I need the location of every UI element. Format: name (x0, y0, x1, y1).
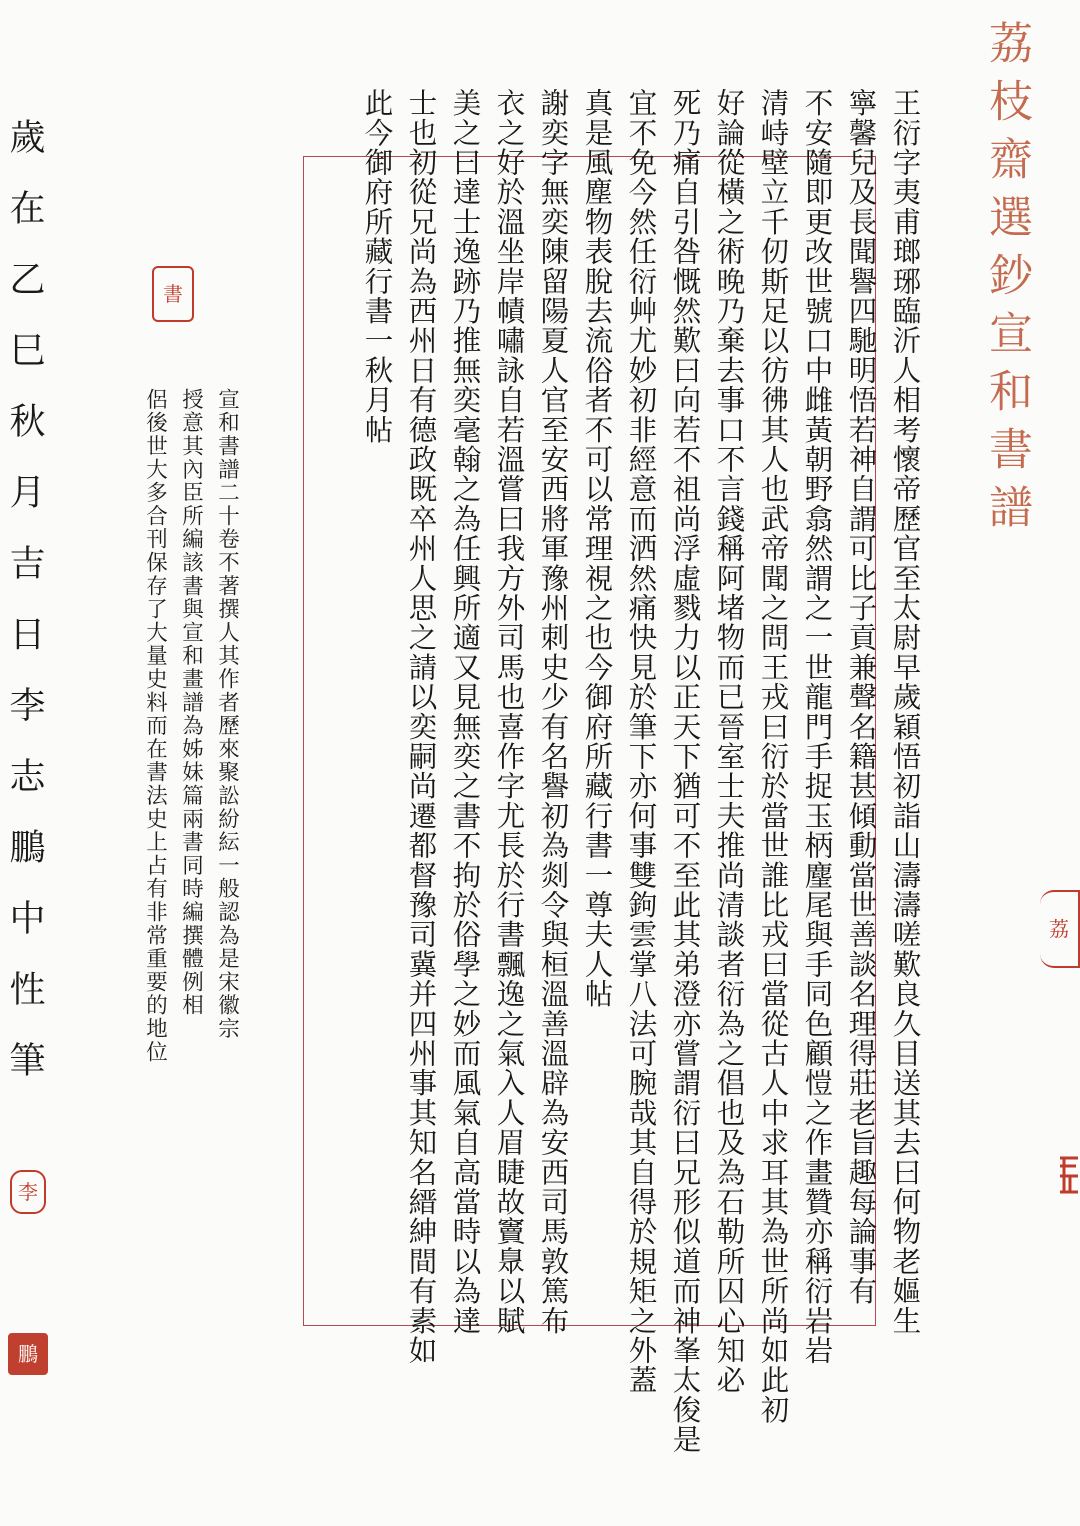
text-column-3: 不安隨即更改世號口中雌黃朝野翕然謂之一世龍門手捉玉柄麈尾與手同色顧愷之作畫贊亦稱衍岩岩 (800, 88, 834, 1366)
text-column-8: 真是風塵物表脫去流俗者不可以常理視之也今御府所藏行書一尊夫人帖 (580, 88, 614, 1009)
seal-top-icon (152, 266, 194, 322)
seal-right-fragment-icon (1058, 1152, 1080, 1198)
seal-right-edge-icon (1040, 890, 1080, 968)
text-column-7: 宜不免今然任衍艸尤妙初非經意而洒然痛快見於筆下亦何事雙鉤雲掌八法可腕哉其自得於規矩之外蓋 (624, 88, 658, 1395)
seal-a-glyph: 書 (163, 282, 183, 306)
text-column-2: 寧馨兒及長聞譽四馳明悟若神自謂可比子貢兼聲名籍甚傾動當世善談名理得莊老旨趣每論事有 (844, 88, 878, 1306)
text-column-10: 衣之好於溫坐岸幘嘯詠自若溫嘗曰我方外司馬也喜作字尤長於行書飄逸之氣入人眉睫故竇臮以賦 (492, 88, 526, 1336)
seal-fragment-shape (1058, 1152, 1080, 1198)
note-column-3: 侶後世大多合刊保存了大量史料而在書法史上占有非常重要的地位 (142, 388, 168, 1064)
text-column-4: 清峙壁立千仞斯足以彷彿其人也武帝聞之問王戎曰衍於當世誰比戎曰當從古人中求耳其為世所尚如此初 (756, 88, 790, 1425)
note-column-1: 宣和書譜二十卷不著撰人其作者歷來聚訟紛紜一般認為是宋徽宗 (214, 388, 240, 1041)
text-column-6: 死乃痛自引咎慨然歎曰向若不祖尚浮虛戮力以正天下猶可不至此其弟澄亦嘗謂衍曰兄形似道而神峯太俊是 (668, 88, 702, 1455)
page-title: 荔枝齋選鈔宣和書譜 (981, 20, 1032, 542)
seal-bottom-icon (8, 1333, 48, 1375)
seal-b-glyph: 荔 (1049, 917, 1069, 941)
note-column-2: 授意其內臣所編該書與宣和畫譜為姊妹篇兩書同時編撰體例相 (178, 388, 204, 1018)
text-column-5: 好論從橫之術晚乃棄去事口不言錢稱阿堵物而已晉室士夫推尚清談者衍為之倡也及為石勒所囚心知必 (712, 88, 746, 1395)
text-column-12: 士也初從兄尚為西州日有德政既卒州人思之請以奕嗣尚遷都督豫司冀并四州事其知名縉紳間有素如 (404, 88, 438, 1366)
seal-e-glyph: 鵬 (18, 1342, 38, 1366)
seal-name-icon (10, 1170, 46, 1214)
text-column-13: 此今御府所藏行書一秋月帖 (360, 88, 394, 445)
text-column-1: 王衍字夷甫瑯琊臨沂人相考懷帝歷官至太尉早歲穎悟初詣山濤濤嗟歎良久目送其去曰何物老嫗生 (888, 88, 922, 1336)
seal-d-glyph: 李 (18, 1180, 38, 1204)
signature-column: 歲在乙巳秋月吉日李志鵬中性筆 (4, 118, 45, 1112)
text-column-9: 謝奕字無奕陳留陽夏人官至安西將軍豫州刺史少有名譽初為剡令與桓溫善溫辟為安西司馬敦篤布 (536, 88, 570, 1336)
text-column-11: 美之曰達士逸跡乃推無奕毫翰之為任興所適又見無奕之書不拘於俗學之妙而風氣自高當時以為達 (448, 88, 482, 1336)
